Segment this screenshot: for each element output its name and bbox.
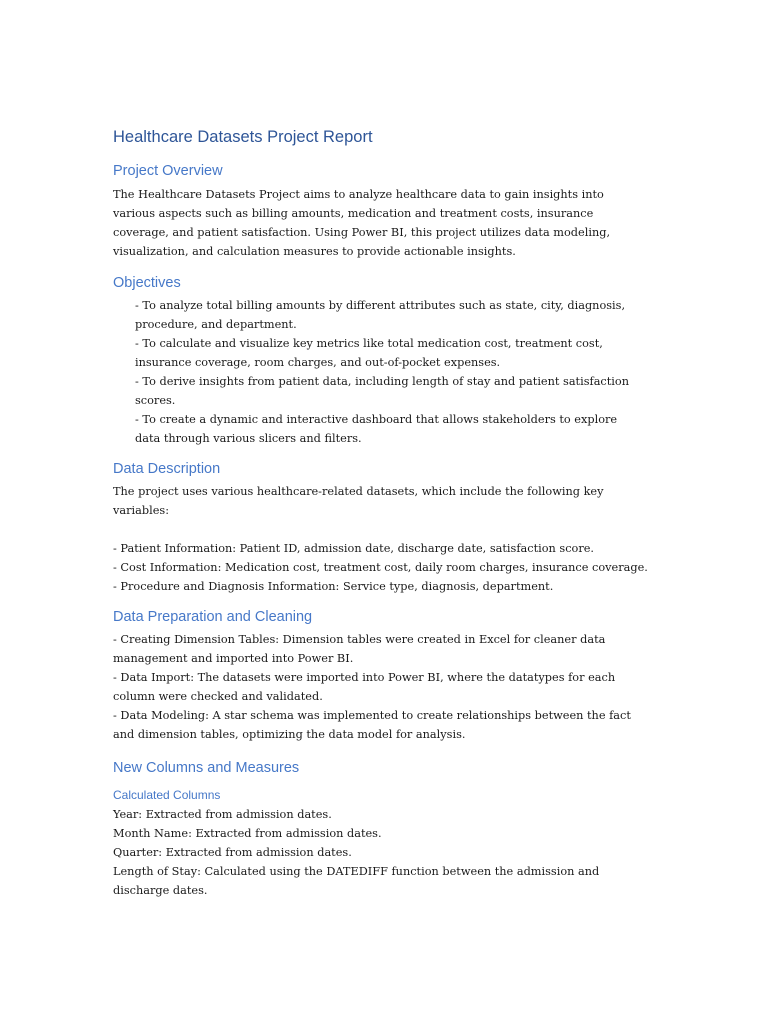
objective-line: - To analyze total billing amounts by different attributes such as state, city, diagnosis,: [135, 299, 626, 312]
objective-line: - To derive insights from patient data, including length of stay and patient satisfaction: [135, 375, 629, 388]
paragraph-line: coverage, and patient satisfaction. Using Power BI, this project utilizes data modeling,: [113, 226, 611, 239]
section-objectives: [113, 270, 645, 448]
paragraph-line: - Data Modeling: A star schema was implemented to create relationships between the fact: [113, 709, 631, 722]
section-heading-new-columns: New Columns and Measures: [113, 760, 300, 776]
paragraph-line: Year: Extracted from admission dates.: [113, 808, 332, 821]
section-heading-project-overview: Project Overview: [113, 163, 223, 179]
paragraph-line: The project uses various healthcare-related datasets, which include the following key: [113, 485, 604, 498]
list-item: - Patient Information: Patient ID, admission date, discharge date, satisfaction score.: [113, 542, 594, 555]
section-project-overview: [113, 158, 645, 261]
paragraph-line: The Healthcare Datasets Project aims to analyze healthcare data to gain insights into: [113, 188, 604, 201]
document-page: [113, 120, 648, 900]
section-heading-data-preparation: Data Preparation and Cleaning: [113, 609, 313, 625]
paragraph-line: column were checked and validated.: [113, 690, 323, 703]
paragraph-line: management and imported into Power BI.: [113, 652, 354, 665]
paragraph-line: discharge dates.: [113, 884, 208, 897]
subsection-heading-calculated-columns: Calculated Columns: [113, 788, 221, 802]
document-title: Healthcare Datasets Project Report: [113, 128, 373, 146]
paragraph-line: various aspects such as billing amounts, medication and treatment costs, insurance: [113, 207, 594, 220]
paragraph-line: variables:: [113, 504, 169, 517]
section-data-preparation: [113, 604, 645, 744]
objective-line: - To calculate and visualize key metrics like total medication cost, treatment cost,: [135, 337, 603, 350]
objective-line: data through various slicers and filters.: [135, 432, 362, 445]
paragraph-line: Month Name: Extracted from admission dates.: [113, 827, 382, 840]
paragraph-line: Length of Stay: Calculated using the DATEDIFF function between the admission and: [113, 865, 600, 878]
section-new-columns: [113, 752, 645, 900]
objective-line: procedure, and department.: [135, 318, 297, 331]
paragraph-line: and dimension tables, optimizing the data model for analysis.: [113, 728, 466, 741]
list-item: - Procedure and Diagnosis Information: Service type, diagnosis, department.: [113, 580, 554, 593]
section-data-description: [113, 457, 648, 596]
section-heading-data-description: Data Description: [113, 461, 221, 477]
list-item: - Cost Information: Medication cost, treatment cost, daily room charges, insurance coverage.: [113, 561, 648, 574]
section-heading-objectives: Objectives: [113, 275, 181, 291]
paragraph-line: visualization, and calculation measures to provide actionable insights.: [113, 245, 516, 258]
paragraph-line: - Data Import: The datasets were imported into Power BI, where the datatypes for each: [113, 671, 616, 684]
paragraph-line: - Creating Dimension Tables: Dimension tables were created in Excel for cleaner data: [113, 633, 606, 646]
objective-line: scores.: [135, 394, 176, 407]
objective-line: - To create a dynamic and interactive dashboard that allows stakeholders to explore: [135, 413, 618, 426]
objective-line: insurance coverage, room charges, and out-of-pocket expenses.: [135, 356, 501, 369]
blank-line: [113, 520, 645, 539]
paragraph-line: Quarter: Extracted from admission dates.: [113, 846, 352, 859]
